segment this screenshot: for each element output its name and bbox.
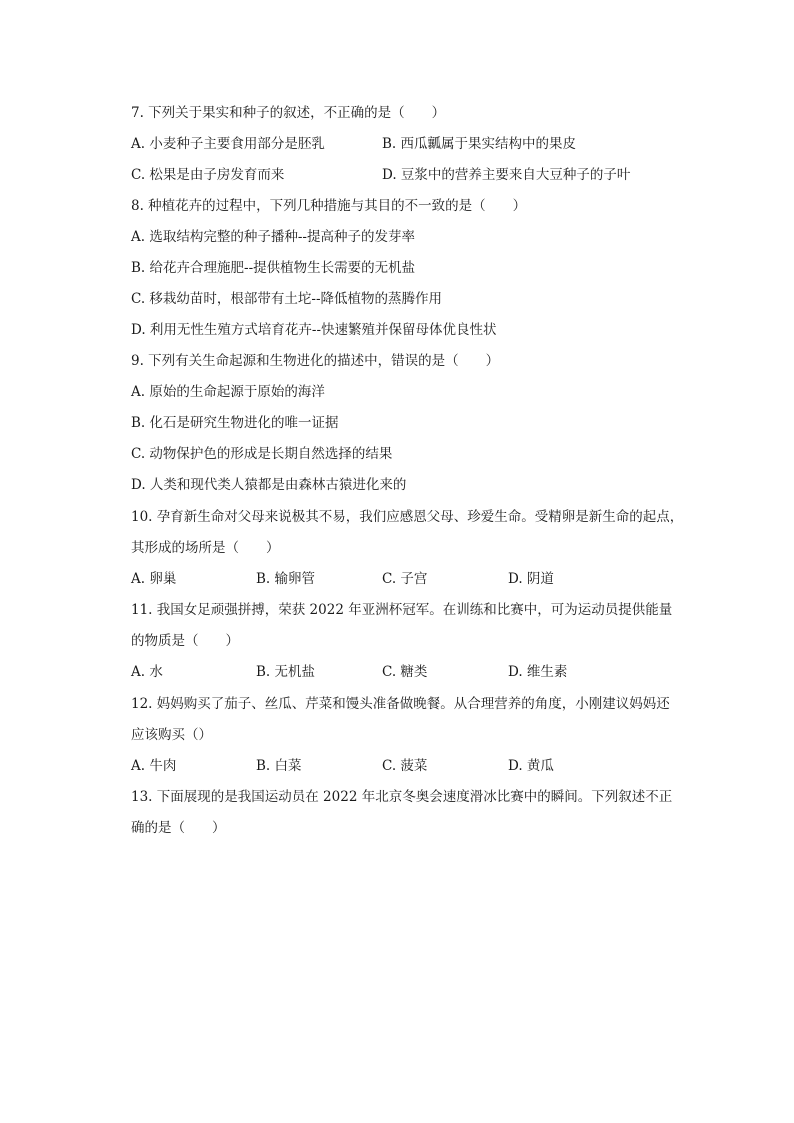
question-8-option-c: C. 移栽幼苗时，根部带有土坨--降低植物的蒸腾作用 xyxy=(131,291,443,307)
question-7-option-c: C. 松果是由子房发育而来 xyxy=(131,167,285,183)
question-10-stem-line-2: 其形成的场所是（ ） xyxy=(131,540,280,556)
question-12-option-b: B. 白菜 xyxy=(256,758,302,774)
question-9-option-d: D. 人类和现代类人猿都是由森林古猿进化来的 xyxy=(131,477,407,493)
question-12-option-a: A. 牛肉 xyxy=(131,758,177,774)
question-11-option-b: B. 无机盐 xyxy=(256,664,316,680)
question-8-option-b: B. 给花卉合理施肥--提供植物生长需要的无机盐 xyxy=(131,260,416,276)
question-12-option-d: D. 黄瓜 xyxy=(508,758,554,774)
question-11-stem-line-1: 11. 我国女足顽强拼搏，荣获 2022 年亚洲杯冠军。在训练和比赛中，可为运动员提供能量 xyxy=(131,602,673,618)
question-7-option-d: D. 豆浆中的营养主要来自大豆种子的子叶 xyxy=(382,167,631,183)
question-11-stem-line-2: 的物质是（ ） xyxy=(131,633,239,649)
question-9-option-b: B. 化石是研究生物进化的唯一证据 xyxy=(131,415,339,431)
question-9-option-c: C. 动物保护色的形成是长期自然选择的结果 xyxy=(131,446,393,462)
question-13-stem-line-1: 13. 下面展现的是我国运动员在 2022 年北京冬奥会速度滑冰比赛中的瞬间。下列叙述不正 xyxy=(131,789,673,805)
question-10-option-a: A. 卵巢 xyxy=(131,571,177,587)
question-9-option-a: A. 原始的生命起源于原始的海洋 xyxy=(131,384,325,400)
question-8-option-a: A. 选取结构完整的种子播种--提高种子的发芽率 xyxy=(131,229,415,245)
question-13-stem-line-2: 确的是（ ） xyxy=(131,820,226,836)
question-7-stem: 7. 下列关于果实和种子的叙述，不正确的是（ ） xyxy=(131,105,446,121)
question-8-option-d: D. 利用无性生殖方式培育花卉--快速繁殖并保留母体优良性状 xyxy=(131,322,497,338)
question-11-option-c: C. 糖类 xyxy=(382,664,428,680)
question-10-stem-line-1: 10. 孕育新生命对父母来说极其不易，我们应感恩父母、珍爱生命。受精卵是新生命的起点， xyxy=(131,509,684,525)
question-7-option-a: A. 小麦种子主要食用部分是胚乳 xyxy=(131,136,325,152)
question-9-stem: 9. 下列有关生命起源和生物进化的描述中，错误的是（ ） xyxy=(131,353,500,369)
question-11-option-d: D. 维生素 xyxy=(508,664,568,680)
question-7-option-b: B. 西瓜瓤属于果实结构中的果皮 xyxy=(382,136,577,152)
question-10-option-b: B. 输卵管 xyxy=(256,571,316,587)
question-12-stem-line-1: 12. 妈妈购买了茄子、丝瓜、芹菜和馒头准备做晚餐。从合理营养的角度，小刚建议妈妈还 xyxy=(131,696,670,712)
question-8-stem: 8. 种植花卉的过程中，下列几种措施与其目的不一致的是（ ） xyxy=(131,198,527,214)
question-12-stem-line-2: 应该购买（） xyxy=(131,727,212,743)
question-10-option-d: D. 阴道 xyxy=(508,571,554,587)
question-11-option-a: A. 水 xyxy=(131,664,163,680)
question-12-option-c: C. 菠菜 xyxy=(382,758,428,774)
question-10-option-c: C. 子宫 xyxy=(382,571,428,587)
